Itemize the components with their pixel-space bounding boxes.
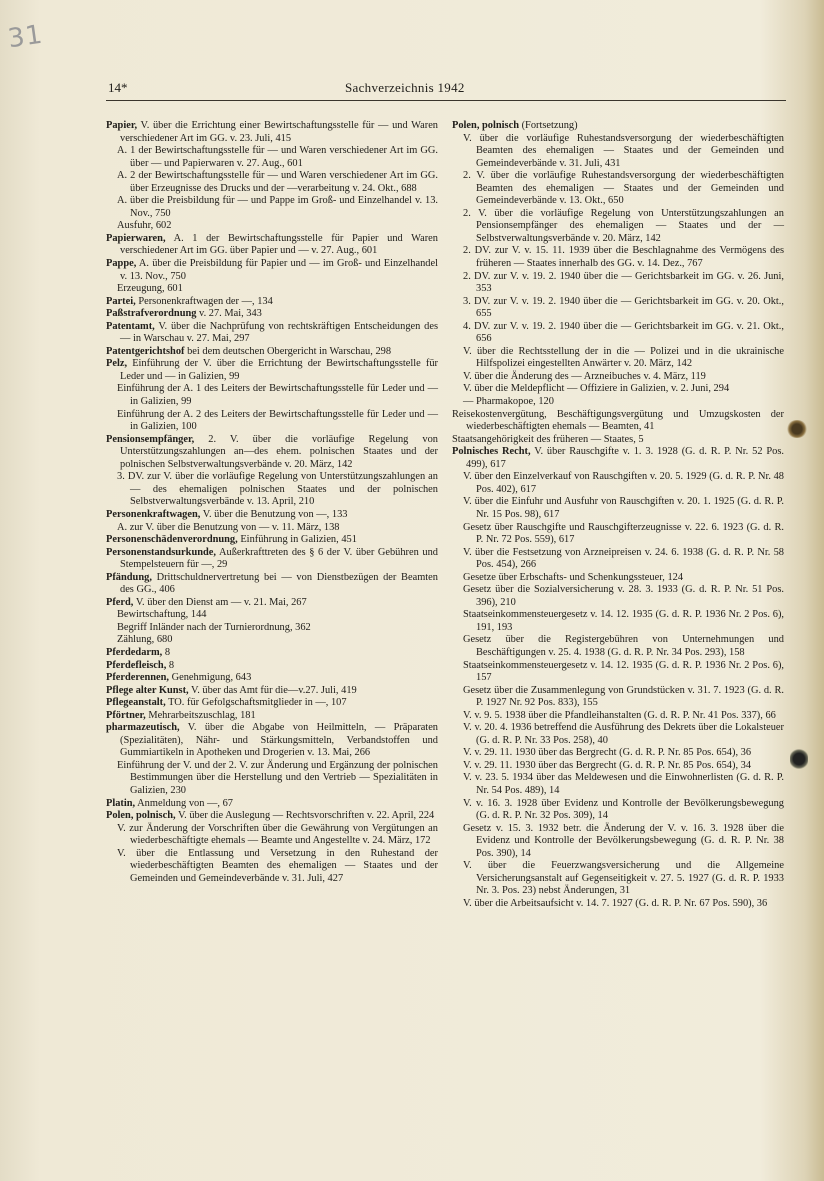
index-keyword: Pferdefleisch, [106, 659, 167, 671]
index-entry-text: Einführung der V. über die Errichtung der Bewirtschaftungsstelle für Leder und — in Galizien, 99 [120, 358, 438, 382]
index-entry [106, 722, 438, 760]
index-keyword: Patentamt, [106, 320, 155, 332]
index-entry [452, 120, 784, 133]
index-entry-text: 2. V. über die vorläufige Ruhestandsversorgung der wiederbeschäftigten Beamten des ehemaligen — Staates und der Gemeinden und Gemeindeverbände v. 13. Okt., 650 [463, 170, 784, 207]
index-entry [106, 634, 438, 647]
index-entry [452, 271, 784, 296]
index-entry-text: Ausfuhr, 602 [117, 220, 172, 232]
index-entry-text: Einführung der A. 1 des Leiters der Bewirtschaftungsstelle für Leder und — in Galizien, 99 [117, 383, 438, 408]
index-entry-text: A. über die Preisbildung für Papier und — im Groß- und Einzelhandel v. 13. Nov., 750 [120, 258, 438, 282]
index-entry [452, 722, 784, 747]
header-rule [106, 100, 786, 101]
index-entry-text: V. über die Festsetzung von Arzneipreisen v. 24. 6. 1938 (G. d. R. P. Nr. 58 Pos. 454), 266 [463, 546, 784, 571]
index-keyword: Polnisches Recht, [452, 446, 531, 458]
index-entry-text: Genehmigung, 643 [169, 672, 252, 684]
index-entry [106, 522, 438, 535]
index-column-left [106, 120, 438, 885]
page-number: 14* [108, 80, 128, 95]
index-entry [452, 446, 784, 471]
index-entry [452, 409, 784, 434]
index-entry [106, 534, 438, 547]
index-entry [452, 371, 784, 384]
index-keyword: Pensionsempfänger, [106, 433, 195, 445]
index-entry-text: V. über das Amt für die—v.27. Juli, 419 [188, 684, 357, 696]
index-entry-text: A. 1 der Bewirtschaftungsstelle für — und Waren verschiedener Art im GG. über — und Papierwaren v. 27. Aug., 601 [117, 145, 438, 169]
index-entry-text: Bewirtschaftung, 144 [117, 609, 207, 621]
index-entry-text: Gesetz über Rauschgifte und Rauschgifterzeugnisse v. 22. 6. 1923 (G. d. R. P. Nr. 72 Pos. 559), 617 [463, 521, 784, 546]
index-entry [106, 647, 438, 660]
index-entry [106, 145, 438, 170]
index-keyword: Papier, [106, 120, 138, 131]
index-entry [106, 170, 438, 195]
index-keyword: pharmazeutisch, [106, 722, 180, 734]
index-keyword: Pflege alter Kunst, [106, 684, 189, 696]
index-entry [452, 547, 784, 572]
index-keyword: Polen, polnisch, [106, 810, 176, 822]
index-keyword: Personenkraftwagen, [106, 508, 201, 520]
index-entry [452, 898, 784, 911]
index-entry-text: Gesetz v. 15. 3. 1932 betr. die Änderung der V. v. 16. 3. 1928 über die Evidenz und Kontrolle der Bevölkerungsbewegung (G. d. R. P. Nr. 38 Pos. 390), 14 [463, 822, 784, 859]
index-entry [106, 798, 438, 811]
index-entry [452, 660, 784, 685]
index-entry-text: Anmeldung von —, 67 [135, 797, 233, 809]
index-entry [106, 685, 438, 698]
index-entry-text: 4. DV. zur V. v. 19. 2. 1940 über die — Gerichtsbarkeit im GG. v. 21. Okt., 656 [463, 320, 784, 345]
index-keyword: Pelz, [106, 358, 128, 370]
index-entry-text: V. über die Benutzung von —, 133 [200, 508, 348, 520]
index-entry-text: A. zur V. über die Benutzung von — v. 11. März, 138 [117, 521, 340, 533]
index-keyword: Personenschädenverordnung, [106, 534, 238, 546]
index-entry [106, 283, 438, 296]
index-entry [452, 170, 784, 208]
index-entry [452, 321, 784, 346]
index-entry-text: V. über die Rechtsstellung der in die — Polizei und in die ukrainische Hilfspolizei eingestellten Anwärter v. 20. März, 142 [463, 345, 784, 370]
index-entry-text: Staatseinkommensteuergesetz v. 14. 12. 1935 (G. d. R. P. 1936 Nr. 2 Pos. 6), 157 [463, 659, 784, 684]
index-entry-text: V. über die Entlassung und Versetzung in den Ruhestand der wiederbeschäftigten Beamten des ehemaligen — Staates und der Gemeinden und Gemeindeverbände v. 31. Juli, 427 [117, 847, 438, 884]
index-entry [452, 609, 784, 634]
index-entry-text: V. über die Feuerzwangsversicherung und die Allgemeine Versicherungsanstalt auf Gegenseitigkeit v. 27. 5. 1927 (G. d. R. P. 1933 Nr. 3. Pos. 23) nebst Änderungen, 31 [463, 860, 784, 897]
index-entry-text: 8 [166, 659, 175, 671]
index-entry [452, 572, 784, 585]
index-entry-text: V. über die Arbeitsaufsicht v. 14. 7. 1927 (G. d. R. P. Nr. 67 Pos. 590), 36 [463, 897, 768, 909]
index-entry [452, 296, 784, 321]
index-entry [106, 622, 438, 635]
index-entry-text: V. zur Änderung der Vorschriften über die Gewährung von Vergütungen an wiederbeschäftigte ehemals — Beamte und Angestellte v. 24. März, 172 [117, 822, 438, 847]
index-entry [106, 434, 438, 472]
ink-blot-mark [786, 420, 808, 438]
index-entry-text: Drittschuldnervertretung bei — von Dienstbezügen der Beamten des GG., 406 [120, 571, 438, 596]
index-entry-text: Staatseinkommensteuergesetz v. 14. 12. 1935 (G. d. R. P. 1936 Nr. 2 Pos. 6), 191, 193 [463, 609, 784, 633]
index-entry [106, 810, 438, 823]
index-entry-text: V. v. 20. 4. 1936 betreffend die Ausführung des Dekrets über die Lokalsteuer (G. d. R. P. Nr. 33 Pos. 258), 40 [463, 722, 784, 746]
index-keyword: Pferd, [106, 596, 134, 608]
index-entry-text: Gesetz über die Registergebühren von Unternehmungen und Beschäftigungen v. 25. 4. 1938 (G. d. R. P. Nr. 34 Pos. 293), 158 [463, 634, 784, 658]
index-entry-text: A. über die Preisbildung für — und Pappe im Groß- und Einzelhandel v. 13. Nov., 750 [117, 195, 438, 219]
index-entry-text: 2. DV. zur V. v. 15. 11. 1939 über die Beschlagnahme des Vermögens des früheren — Staates innerhalb des GG. v. 14. Dez., 767 [463, 245, 784, 270]
index-entry [452, 747, 784, 760]
index-entry-text: Gesetz über die Sozialversicherung v. 28. 3. 1933 (G. d. R. P. Nr. 51 Pos. 396), 210 [463, 584, 784, 608]
index-entry-text: Erzeugung, 601 [117, 283, 183, 295]
index-entry-text: Einführung in Galizien, 451 [237, 534, 357, 546]
index-entry-text: Außerkrafttreten des § 6 der V. über Gebühren und Stempelsteuern für —, 29 [120, 546, 438, 571]
index-entry [106, 321, 438, 346]
index-entry-text: (Fortsetzung) [518, 120, 578, 131]
index-entry [106, 258, 438, 283]
index-entry-text: V. v. 23. 5. 1934 über das Meldewesen und die Einwohnerlisten (G. d. R. P. Nr. 54 Pos. 489), 14 [463, 772, 784, 796]
index-entry [106, 358, 438, 383]
index-entry-text: V. über die Nachprüfung von rechtskräftigen Entscheidungen des — in Warschau v. 27. Mai, 297 [120, 320, 438, 345]
index-keyword: Partei, [106, 295, 136, 307]
index-entry-text: V. über die Abgabe von Heilmitteln, — Präparaten (Spezialitäten), Nähr- und Stärkungsmitteln, Verbandstoffen und Gummiartikeln in Apotheken und Drogerien v. 13. Mai, 266 [120, 722, 438, 759]
index-entry-text: 2. V. über die vorläufige Regelung von Unterstützungszahlungen an—des ehem. polnischen Staates und der polnischen Selbstverwaltungsverbände v. 20. März, 142 [120, 433, 438, 470]
index-entry-text: Staatsangehörigkeit des früheren — Staates, 5 [452, 433, 644, 445]
index-entry [106, 597, 438, 610]
index-entry [452, 245, 784, 270]
index-entry-text: V. v. 29. 11. 1930 über das Bergrecht (G. d. R. P. Nr. 85 Pos. 654), 34 [463, 759, 752, 771]
index-entry [452, 710, 784, 723]
index-entry-text: 3. DV. zur V. über die vorläufige Regelung von Unterstützungszahlungen an — des ehemaligen polnischen Staates und der polnischen Selbstverwaltungsverbände v. 13. April, 210 [117, 471, 438, 508]
index-entry [106, 609, 438, 622]
index-entry-text: 2. DV. zur V. v. 19. 2. 1940 über die — Gerichtsbarkeit im GG. v. 26. Juni, 353 [463, 270, 784, 295]
index-keyword: Pferderennen, [106, 672, 170, 684]
index-entry [452, 346, 784, 371]
index-entry [452, 496, 784, 521]
index-entry [106, 120, 438, 145]
index-entry [452, 522, 784, 547]
index-entry [106, 509, 438, 522]
index-entry [106, 409, 438, 434]
index-entry [106, 233, 438, 258]
index-entry-text: 2. V. über die vorläufige Regelung von Unterstützungszahlungen an Pensionsempfänger des ehemaligen — Staates und der — Selbstverwaltungsverbände v. 20. März, 142 [463, 207, 784, 244]
index-entry [452, 208, 784, 246]
index-entry-text: V. über Rauschgifte v. 1. 3. 1928 (G. d. R. P. Nr. 52 Pos. 499), 617 [466, 446, 784, 470]
index-entry [106, 346, 438, 359]
index-entry [452, 860, 784, 898]
index-entry-text: Einführung der V. und der 2. V. zur Änderung und Ergänzung der polnischen Bestimmungen über die Herstellung und den Vertrieb — Spezialitäten in Galizien, 230 [117, 759, 438, 796]
index-entry-text: Reisekostenvergütung, Beschäftigungsvergütung und Umzugskosten der wiederbeschäftigten ehemals — Beamten, 41 [452, 408, 784, 433]
index-entry [452, 133, 784, 171]
index-entry-text: Begriff Inländer nach der Turnierordnung, 362 [117, 621, 311, 633]
index-entry-text: V. über den Einzelverkauf von Rauschgiften v. 20. 5. 1929 (G. d. R. P. Nr. 48 Pos. 402), 617 [463, 471, 784, 495]
index-entry [106, 848, 438, 886]
index-entry-text: V. über die Auslegung — Rechtsvorschriften v. 22. April, 224 [175, 810, 435, 822]
index-entry-text: V. über den Dienst am — v. 21. Mai, 267 [133, 596, 307, 608]
index-entry-text: Personenkraftwagen der —, 134 [135, 295, 273, 307]
index-entry-text: V. v. 9. 5. 1938 über die Pfandleihanstalten (G. d. R. P. Nr. 41 Pos. 337), 66 [463, 709, 776, 721]
index-entry-text: Einführung der A. 2 des Leiters der Bewirtschaftungsstelle für Leder und — in Galizien, 100 [117, 408, 438, 433]
index-entry-text: V. über die Meldepflicht — Offiziere in Galizien, v. 2. Juni, 294 [463, 383, 730, 395]
index-entry [106, 383, 438, 408]
index-entry-text: V. v. 29. 11. 1930 über das Bergrecht (G. d. R. P. Nr. 85 Pos. 654), 36 [463, 747, 752, 759]
index-keyword: Platin, [106, 797, 136, 809]
index-entry-text: V. über die vorläufige Ruhestandsversorgung der wiederbeschäftigten Beamten des ehemaligen — Staates und der Gemeinden und Gemeindeverbände v. 31. Juli, 431 [463, 132, 784, 169]
index-entry-text: Mehrarbeitszuschlag, 181 [145, 709, 256, 721]
index-entry [452, 383, 784, 396]
index-keyword: Patentgerichtshof [106, 345, 185, 357]
index-entry [452, 685, 784, 710]
index-entry-text: bei dem deutschen Obergericht in Warschau, 298 [184, 345, 392, 357]
ink-blot-mark [790, 748, 808, 770]
index-entry-text: V. über die Änderung des — Arzneibuches v. 4. März, 119 [463, 370, 706, 382]
index-entry [106, 823, 438, 848]
index-keyword: Papierwaren, [106, 232, 166, 244]
index-entry [106, 308, 438, 321]
index-keyword: Pappe, [106, 258, 137, 270]
index-entry [452, 634, 784, 659]
index-entry-text: Gesetz über die Zusammenlegung von Grundstücken v. 31. 7. 1923 (G. d. R. P. 1927 Nr. 92 Pos. 833), 155 [463, 684, 784, 709]
index-entry-text: v. 27. Mai, 343 [196, 308, 262, 320]
index-keyword: Paßstrafverordnung [106, 308, 197, 320]
pencil-annotation: 31 [6, 19, 46, 55]
index-entry-text: — Pharmakopoe, 120 [463, 396, 554, 408]
index-entry [452, 772, 784, 797]
index-column-right [452, 120, 784, 910]
index-keyword: Personenstandsurkunde, [106, 546, 216, 558]
index-entry [452, 798, 784, 823]
index-entry-text: V. über die Errichtung einer Bewirtschaftungsstelle für — und Waren verschiedener Art im GG. v. 23. Juli, 415 [120, 120, 438, 144]
index-entry-text: V. über die Einfuhr und Ausfuhr von Rauschgiften v. 20. 1. 1925 (G. d. R. P. Nr. 15 Pos. 98), 617 [463, 496, 784, 520]
index-entry-text: TO. für Gefolgschaftsmitglieder in —, 107 [165, 697, 347, 709]
index-entry [106, 710, 438, 723]
index-entry-text: A. 2 der Bewirtschaftungsstelle für — und Waren verschiedener Art im GG. über Erzeugnisse des Drucks und der —verarbeitung v. 24. Okt., 688 [117, 170, 438, 194]
index-entry-text: V. v. 16. 3. 1928 über Evidenz und Kontrolle der Bevölkerungsbewegung (G. d. R. P. Nr. 32 Pos. 309), 14 [463, 797, 784, 822]
index-entry [106, 547, 438, 572]
index-keyword: Pförtner, [106, 709, 146, 721]
index-entry [452, 760, 784, 773]
index-keyword: Pflegeanstalt, [106, 697, 166, 709]
index-entry [452, 396, 784, 409]
index-keyword: Pfändung, [106, 571, 152, 583]
index-entry [106, 296, 438, 309]
index-entry [106, 672, 438, 685]
index-entry-text: 8 [162, 646, 171, 658]
index-entry [452, 471, 784, 496]
index-entry-text: Zählung, 680 [117, 634, 173, 646]
index-entry [106, 660, 438, 673]
index-entry [106, 195, 438, 220]
index-entry-text: 3. DV. zur V. v. 19. 2. 1940 über die — Gerichtsbarkeit im GG. v. 20. Okt., 655 [463, 295, 784, 320]
index-entry [106, 220, 438, 233]
index-entry [106, 760, 438, 798]
index-entry [452, 584, 784, 609]
index-keyword: Pferdedarm, [106, 646, 163, 658]
index-entry [106, 471, 438, 509]
index-keyword: Polen, polnisch [452, 120, 519, 131]
index-entry-text: Gesetze über Erbschafts- und Schenkungssteuer, 124 [463, 571, 684, 583]
index-entry [452, 823, 784, 861]
index-entry [452, 434, 784, 447]
index-entry-text: A. 1 der Bewirtschaftungsstelle für Papier und Waren verschiedener Art im GG. über Papier und — v. 27. Aug., 601 [120, 232, 438, 257]
index-entry [106, 697, 438, 710]
running-header-title: Sachverzeichnis 1942 [345, 80, 465, 95]
index-entry [106, 572, 438, 597]
